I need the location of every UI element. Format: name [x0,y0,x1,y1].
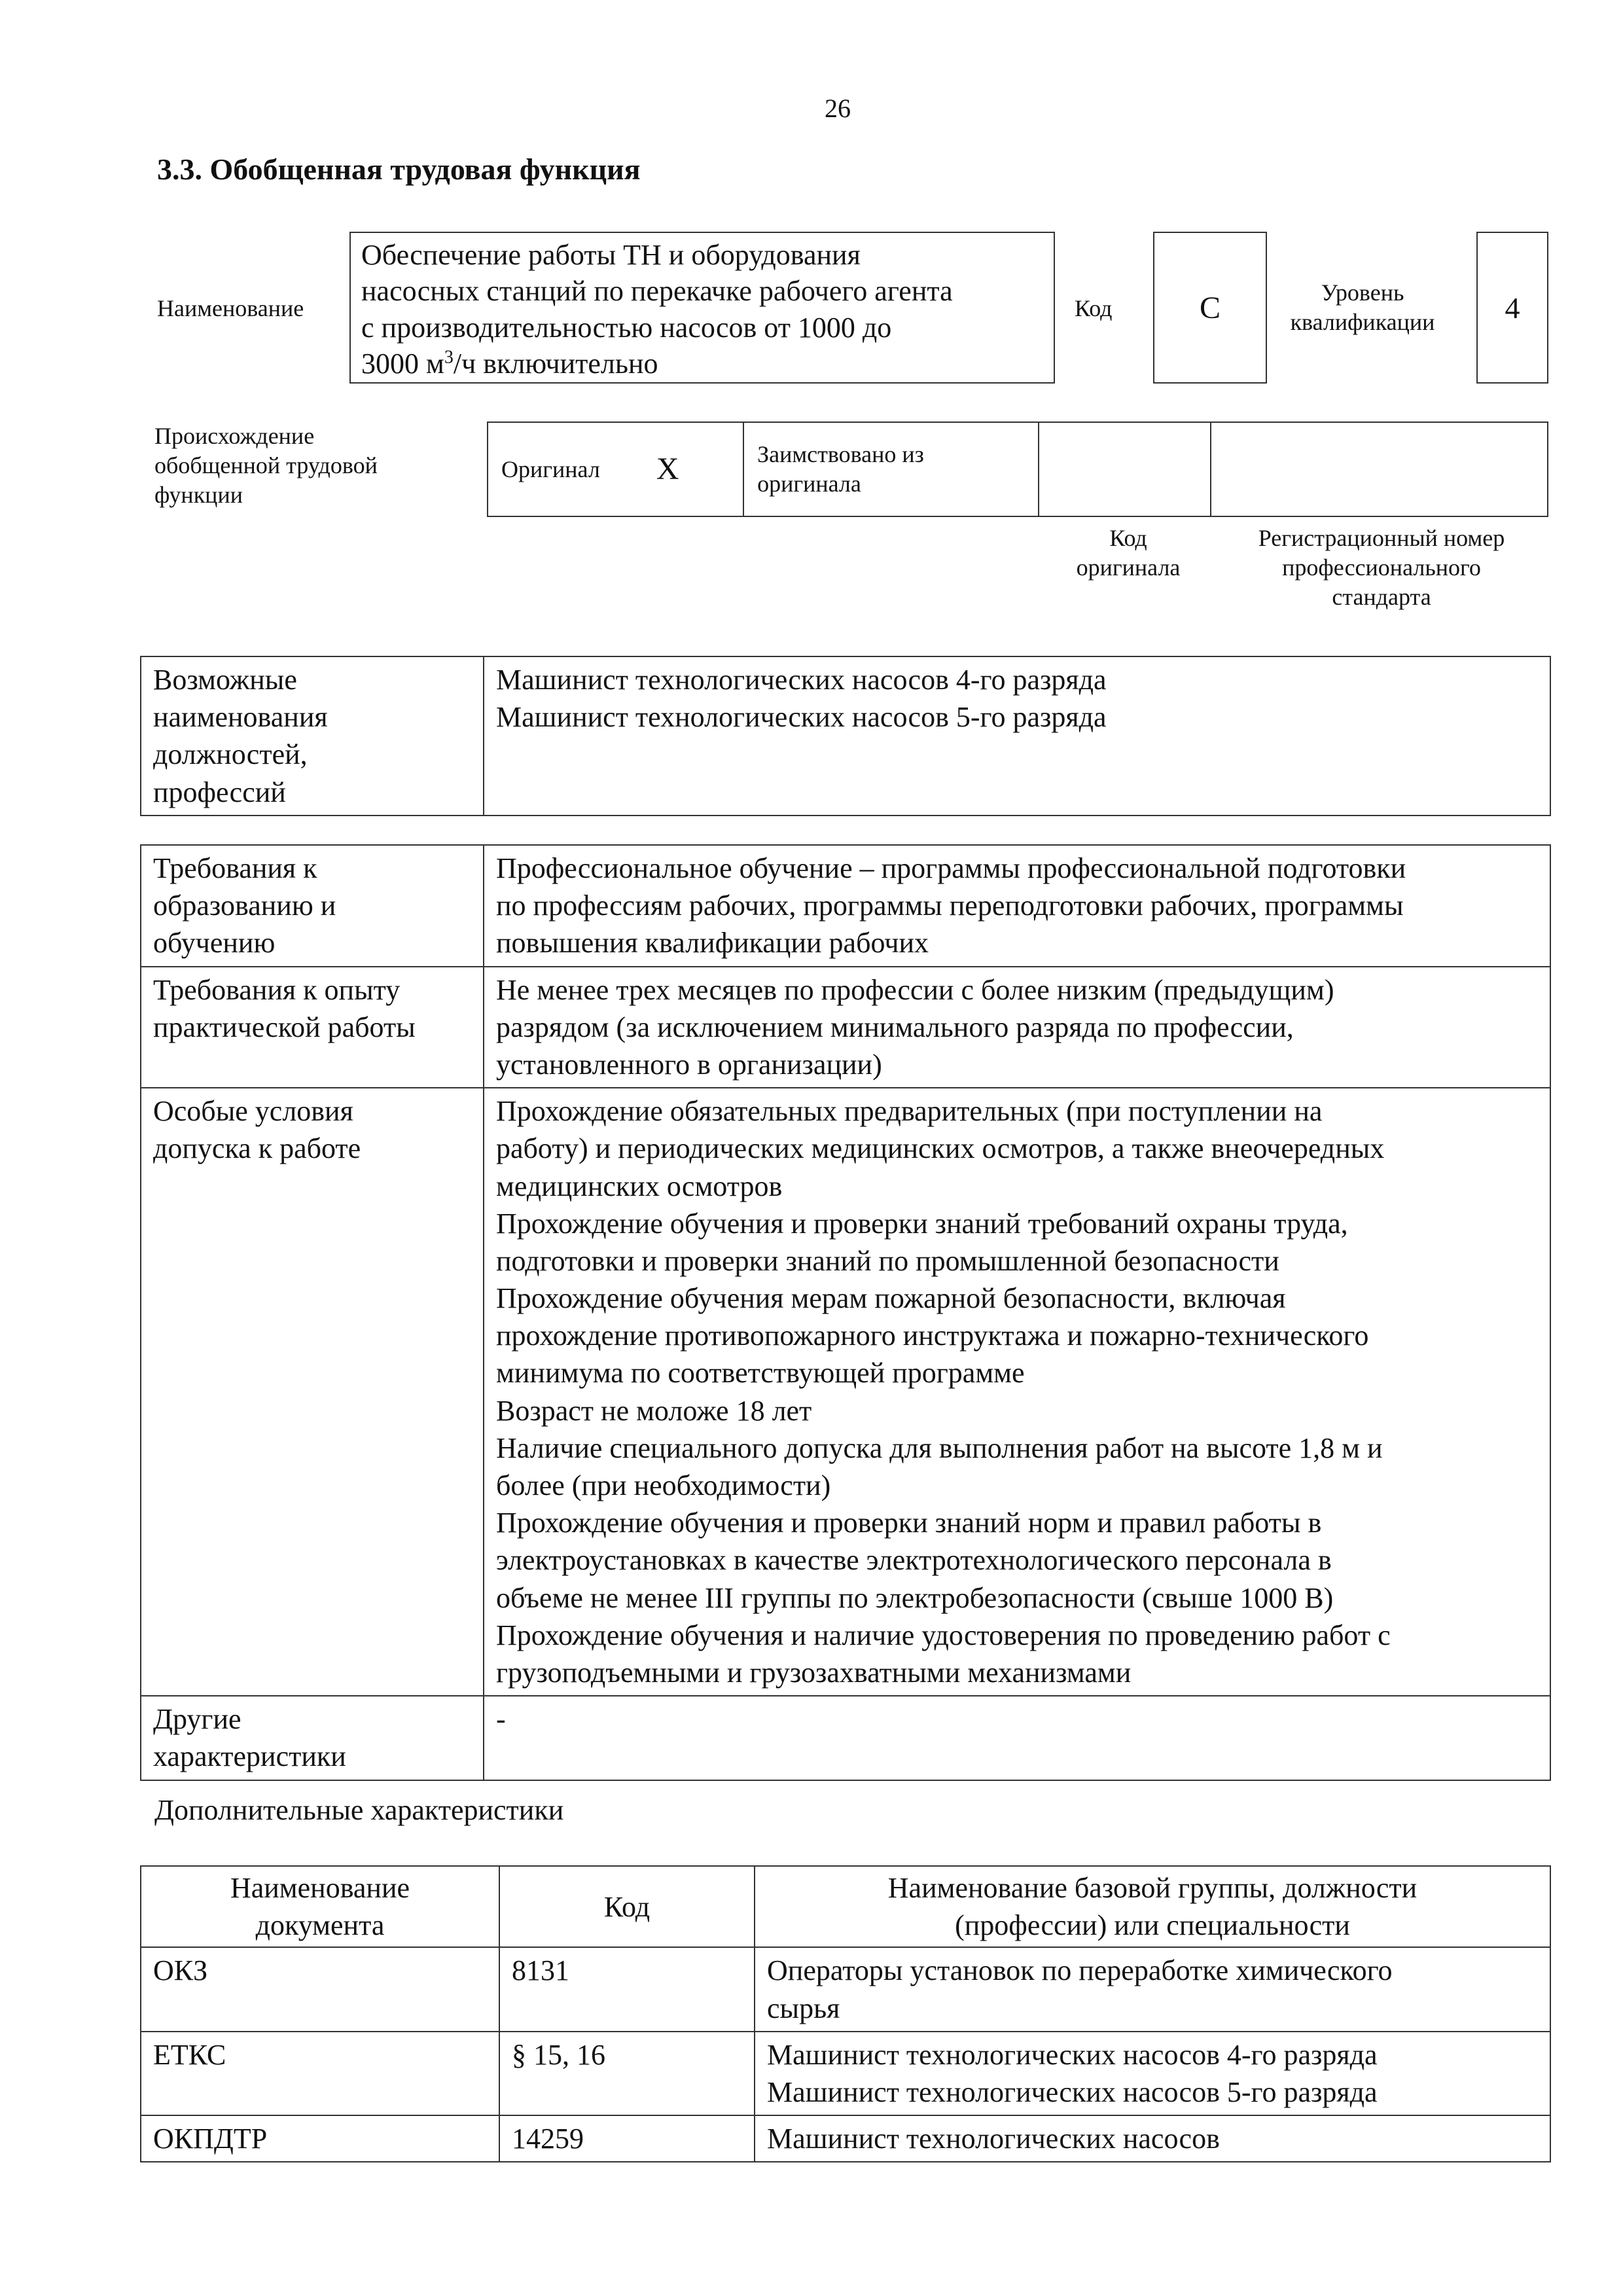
value-line: медицинских осмотров [496,1170,783,1202]
position-item: Машинист технологических насосов 5-го разряда [496,701,1107,734]
section-heading: 3.3. Обобщенная трудовая функция [157,152,641,186]
level-value: 4 [1476,232,1548,384]
code-cell: 8131 [499,1947,755,2031]
label-line: Возможные [153,664,297,696]
label-line: Особые условия [153,1095,353,1128]
origin-borrowed-cell [744,423,1039,516]
caption-line: стандарта [1332,584,1431,610]
value-line: Прохождение обучения и проверки знаний требований охраны труда, [496,1207,1348,1240]
value-line: Операторы установок по переработке химического [767,1954,1393,1987]
group-cell [755,2032,1550,2115]
origin-label [154,422,442,510]
doc-cell: ОКЗ [141,1947,499,2031]
origin-label-line: функции [154,482,243,508]
positions-value-cell [484,656,1550,816]
caption-line: Код [1109,525,1147,551]
doc-cell: ОКПДТР [141,2115,499,2162]
function-name-line: насосных станций по перекачке рабочего агента [361,275,953,308]
education-value-cell [484,845,1550,967]
function-name-text: /ч включительно [453,348,658,380]
header-line: (профессии) или специальности [955,1909,1350,1942]
table-row [141,967,1550,1088]
label-line: Требования к [153,852,317,884]
value-line: минимума по соответствующей программе [496,1357,1025,1390]
original-mark: X [656,452,679,486]
function-name-line [361,346,1043,382]
additional-table [140,1865,1551,2162]
origin-original-cell [488,423,744,516]
value-line: более (при необходимости) [496,1469,831,1501]
label-line: Другие [153,1703,241,1736]
function-name-line: с производительностью насосов от 1000 до [361,311,892,344]
origin-row [487,422,1548,517]
value-line: работу) и периодических медицинских осмотров, а также внеочередных [496,1132,1385,1165]
original-code-cell [1039,423,1211,516]
other-value-cell: - [484,1696,1550,1780]
education-label-cell [141,845,484,967]
function-name-text: 3000 м [361,348,444,380]
positions-label-cell [141,656,484,816]
requirements-table [140,844,1551,1781]
value-line: Прохождение обязательных предварительных (при поступлении на [496,1095,1323,1128]
value-line: Машинист технологических насосов 4-го разряда [767,2038,1378,2071]
header-group [755,1866,1550,1947]
header-line: Наименование [230,1872,410,1904]
header-code: Код [499,1866,755,1947]
experience-value-cell [484,967,1550,1088]
value-line: разрядом (за исключением минимального разряда по профессии, [496,1011,1294,1043]
label-line: профессий [153,776,286,808]
label-line: образованию и [153,889,336,922]
value-line: Машинист технологических насосов [767,2123,1220,2155]
value-line: прохождение противопожарного инструктажа и пожарно-технического [496,1319,1369,1352]
original-code-caption [1042,524,1215,583]
value-line: установленного в организации) [496,1048,882,1081]
value-line: Прохождение обучения и проверки знаний норм и правил работы в [496,1507,1322,1539]
value-line: по профессиям рабочих, программы переподготовки рабочих, программы [496,889,1404,922]
value-line: объеме не менее III группы по электробезопасности (свыше 1000 В) [496,1581,1334,1614]
value-line: Наличие специального допуска для выполнения работ на высоте 1,8 м и [496,1431,1383,1464]
value-line: повышения квалификации рабочих [496,927,929,960]
code-cell: § 15, 16 [499,2032,755,2115]
registration-number-caption [1215,524,1548,612]
table-row [141,2032,1550,2115]
value-line: Возраст не моложе 18 лет [496,1394,812,1427]
table-row [141,845,1550,967]
table-row [141,1947,1550,2031]
label-line: характеристики [153,1740,346,1773]
doc-cell: ЕТКС [141,2032,499,2115]
header-line: документа [255,1909,385,1942]
experience-label-cell [141,967,484,1088]
value-line: Профессиональное обучение – программы профессиональной подготовки [496,852,1406,884]
positions-table [140,656,1551,816]
header-document [141,1866,499,1947]
code-cell: 14259 [499,2115,755,2162]
label-line: обучению [153,927,276,960]
origin-label-line: обобщенной трудовой [154,452,378,478]
label-line: должностей, [153,738,308,771]
code-label: Код [1075,295,1113,321]
borrowed-label-line: Заимствовано из [757,441,924,467]
function-name-line: Обеспечение работы ТН и оборудования [361,239,861,271]
table-row [141,2115,1550,2162]
label-line: допуска к работе [153,1132,361,1165]
origin-label-line: Происхождение [154,423,315,449]
value-line: Прохождение обучения мерам пожарной безопасности, включая [496,1282,1286,1315]
label-line: наименования [153,701,328,734]
other-label-cell [141,1696,484,1780]
level-label [1271,278,1454,337]
caption-line: оригинала [1076,554,1181,581]
table-row [141,1088,1550,1696]
value-line: Не менее трех месяцев по профессии с более низким (предыдущим) [496,973,1334,1006]
label-line: Требования к опыту [153,973,401,1006]
table-row [141,656,1550,816]
registration-number-cell [1211,423,1547,516]
value-line: сырья [767,1992,840,2024]
function-name-box [349,232,1055,384]
name-label: Наименование [157,295,304,321]
value-line: подготовки и проверки знаний по промышленной безопасности [496,1244,1279,1277]
table-header-row [141,1866,1550,1947]
level-label-line: квалификации [1290,309,1435,335]
admission-value-cell [484,1088,1550,1696]
additional-title: Дополнительные характеристики [154,1794,564,1826]
table-row [141,1696,1550,1780]
value-line: грузоподъемными и грузозахватными механизмами [496,1656,1132,1689]
level-label-line: Уровень [1321,279,1404,306]
original-label: Оригинал [501,456,600,482]
value-line: Машинист технологических насосов 5-го разряда [767,2075,1378,2108]
caption-line: профессионального [1282,554,1481,581]
page-number: 26 [825,94,851,123]
value-line: электроустановках в качестве электротехнологического персонала в [496,1544,1332,1577]
code-value: C [1153,232,1267,384]
borrowed-label-line: оригинала [757,471,861,497]
admission-label-cell [141,1088,484,1696]
cubic-superscript: 3 [444,347,454,368]
value-line: Прохождение обучения и наличие удостоверения по проведению работ с [496,1619,1391,1651]
group-cell [755,2115,1550,2162]
label-line: практической работы [153,1011,416,1043]
header-line: Наименование базовой группы, должности [887,1872,1418,1904]
caption-line: Регистрационный номер [1258,525,1505,551]
group-cell [755,1947,1550,2031]
position-item: Машинист технологических насосов 4-го разряда [496,664,1107,696]
